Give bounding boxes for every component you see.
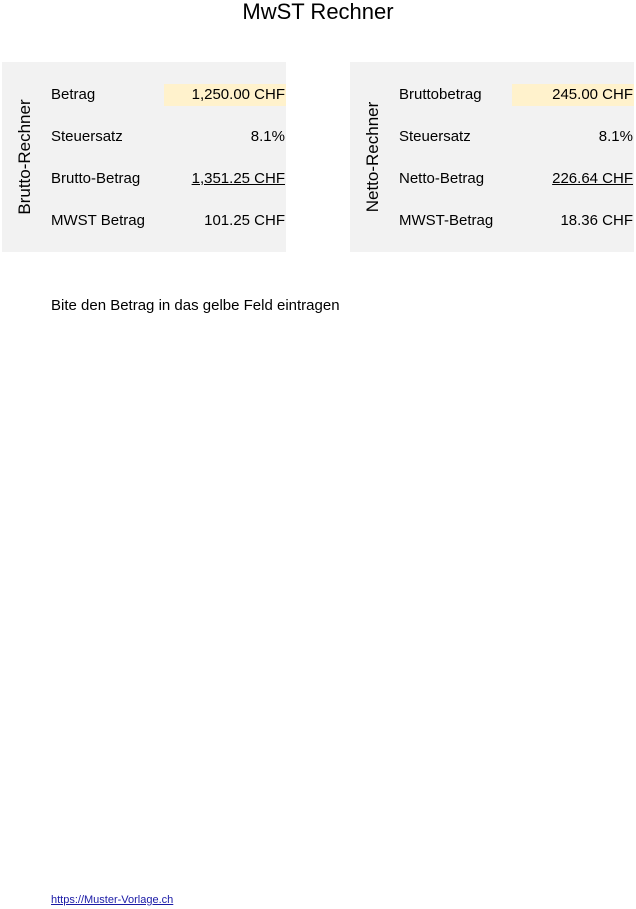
netto-mwst-betrag-value: 18.36 CHF [560, 212, 633, 229]
netto-netto-betrag-label: Netto-Betrag [399, 170, 485, 187]
brutto-row-mwst-betrag [48, 210, 286, 232]
footer-link[interactable]: https://Muster-Vorlage.ch [51, 894, 174, 906]
netto-row-bruttobetrag [396, 84, 634, 106]
netto-bruttobetrag-input[interactable] [512, 84, 634, 106]
netto-netto-betrag-value: 226.64 CHF [552, 170, 633, 187]
brutto-side-label [2, 62, 48, 252]
brutto-steuersatz-label: Steuersatz [51, 128, 123, 145]
netto-steuersatz-label: Steuersatz [399, 128, 471, 145]
netto-row-netto-betrag [396, 168, 634, 190]
brutto-mwst-betrag-value: 101.25 CHF [204, 212, 285, 229]
brutto-betrag-input[interactable] [164, 84, 286, 106]
brutto-row-betrag [48, 84, 286, 106]
brutto-row-brutto-betrag [48, 168, 286, 190]
brutto-steuersatz-value: 8.1% [250, 128, 285, 145]
brutto-mwst-betrag-label: MWST Betrag [51, 212, 145, 229]
page-title: MwST Rechner [242, 0, 394, 24]
netto-row-mwst-betrag [396, 210, 634, 232]
netto-bruttobetrag-label: Bruttobetrag [399, 86, 482, 103]
brutto-brutto-betrag-label: Brutto-Betrag [51, 170, 141, 187]
brutto-row-steuersatz [48, 126, 286, 148]
netto-calculator [350, 62, 634, 252]
brutto-side-label-text: Brutto-Rechner [15, 99, 34, 215]
netto-side-label-text: Netto-Rechner [363, 101, 382, 213]
netto-row-steuersatz [396, 126, 634, 148]
brutto-calculator [2, 62, 286, 252]
netto-steuersatz-value: 8.1% [598, 128, 633, 145]
netto-side-label [350, 62, 396, 252]
brutto-brutto-betrag-value: 1,351.25 CHF [191, 170, 285, 187]
brutto-betrag-label: Betrag [51, 86, 96, 103]
netto-mwst-betrag-label: MWST-Betrag [399, 212, 494, 229]
instruction-text: Bite den Betrag in das gelbe Feld eintragen [51, 297, 340, 314]
